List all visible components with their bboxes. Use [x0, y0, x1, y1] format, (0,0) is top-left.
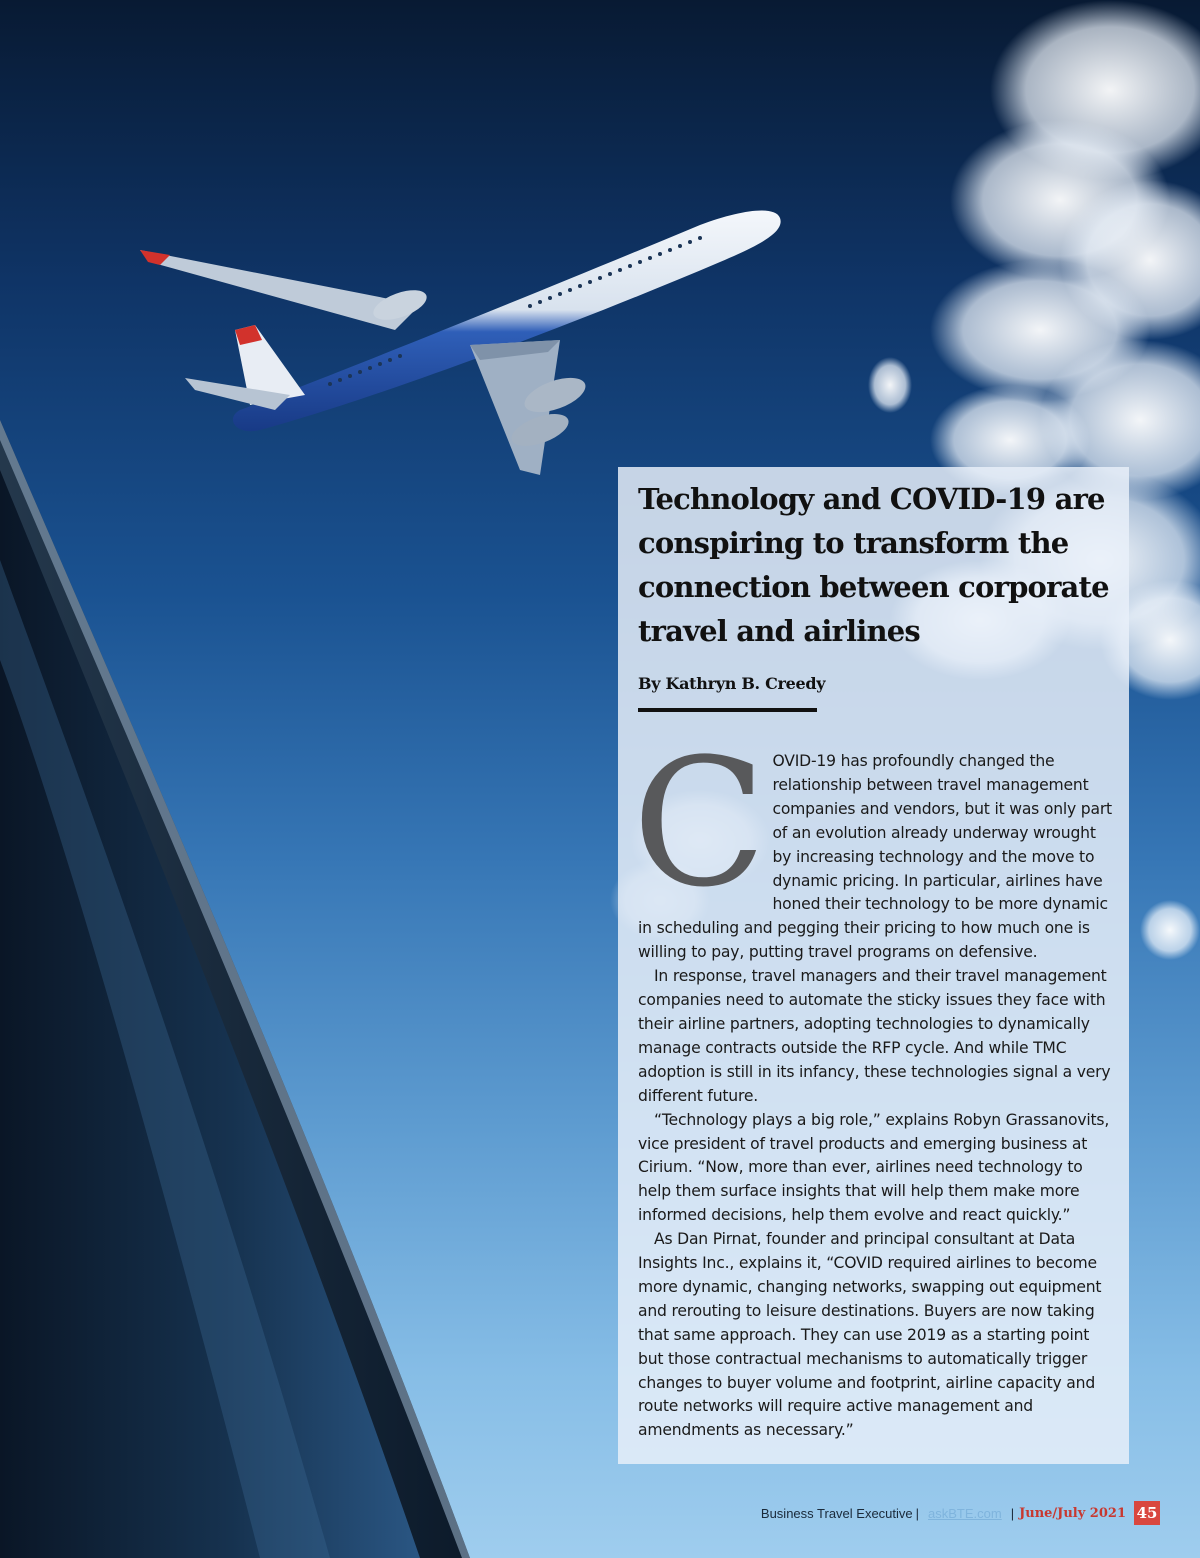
website-link[interactable]: askBTE.com — [928, 1505, 1002, 1521]
page-footer — [761, 1500, 1160, 1526]
article-panel — [618, 467, 1129, 1464]
article-paragraph: As Dan Pirnat, founder and principal consultant at Data Insights Inc., explains it, “COVID required airlines to become more dynamic, changing networks, swapping out equipment and rerouting to leisure destinations. Buyers are now taking that same approach. They can use 2019 as a starting point but those contractual mechanisms to automatically trigger changes to buyer volume and footprint, airline capacity and route networks will require active management and amendments as necessary.” — [638, 1230, 1102, 1440]
issue-date: June/July 2021 — [1019, 1505, 1126, 1521]
footer-separator: | — [1010, 1505, 1015, 1521]
footer-separator: | — [915, 1505, 920, 1521]
article-paragraph: OVID-19 has profoundly changed the relationship between travel management companies and vendors, but it was only part of an evolution already underway wrought by increasing technology and the move to dynamic pricing. In particular, airlines have honed their technology to be more dynamic in scheduling and pegging their pricing to how much one is willing to pay, putting travel programs on defensive. — [638, 752, 1112, 962]
aircraft-window-frame — [0, 420, 470, 1558]
article-byline: By Kathryn B. Creedy — [638, 674, 826, 693]
drop-cap: C — [632, 721, 767, 926]
publication-name: Business Travel Executive — [760, 1505, 913, 1521]
airplane — [140, 211, 781, 475]
article-body — [632, 721, 1114, 1443]
page-number: 45 — [1134, 1501, 1160, 1525]
article-paragraph: “Technology plays a big role,” explains Robyn Grassanovits, vice president of travel products and emerging business at Cirium. “Now, more than ever, airlines need technology to help them surface insights that will help them make more informed decisions, help them evolve and react quickly.” — [638, 1110, 1110, 1225]
article-paragraph: In response, travel managers and their travel management companies need to automate the sticky issues they face with their airline partners, adopting technologies to dynamically manage contracts outside the RFP cycle. And while TMC adoption is still in its infancy, these technologies signal a very different future. — [638, 967, 1111, 1105]
article-headline: Technology and COVID-19 are conspiring to transform the connection between corporate travel and airlines — [638, 482, 1109, 648]
byline-divider — [638, 708, 817, 712]
